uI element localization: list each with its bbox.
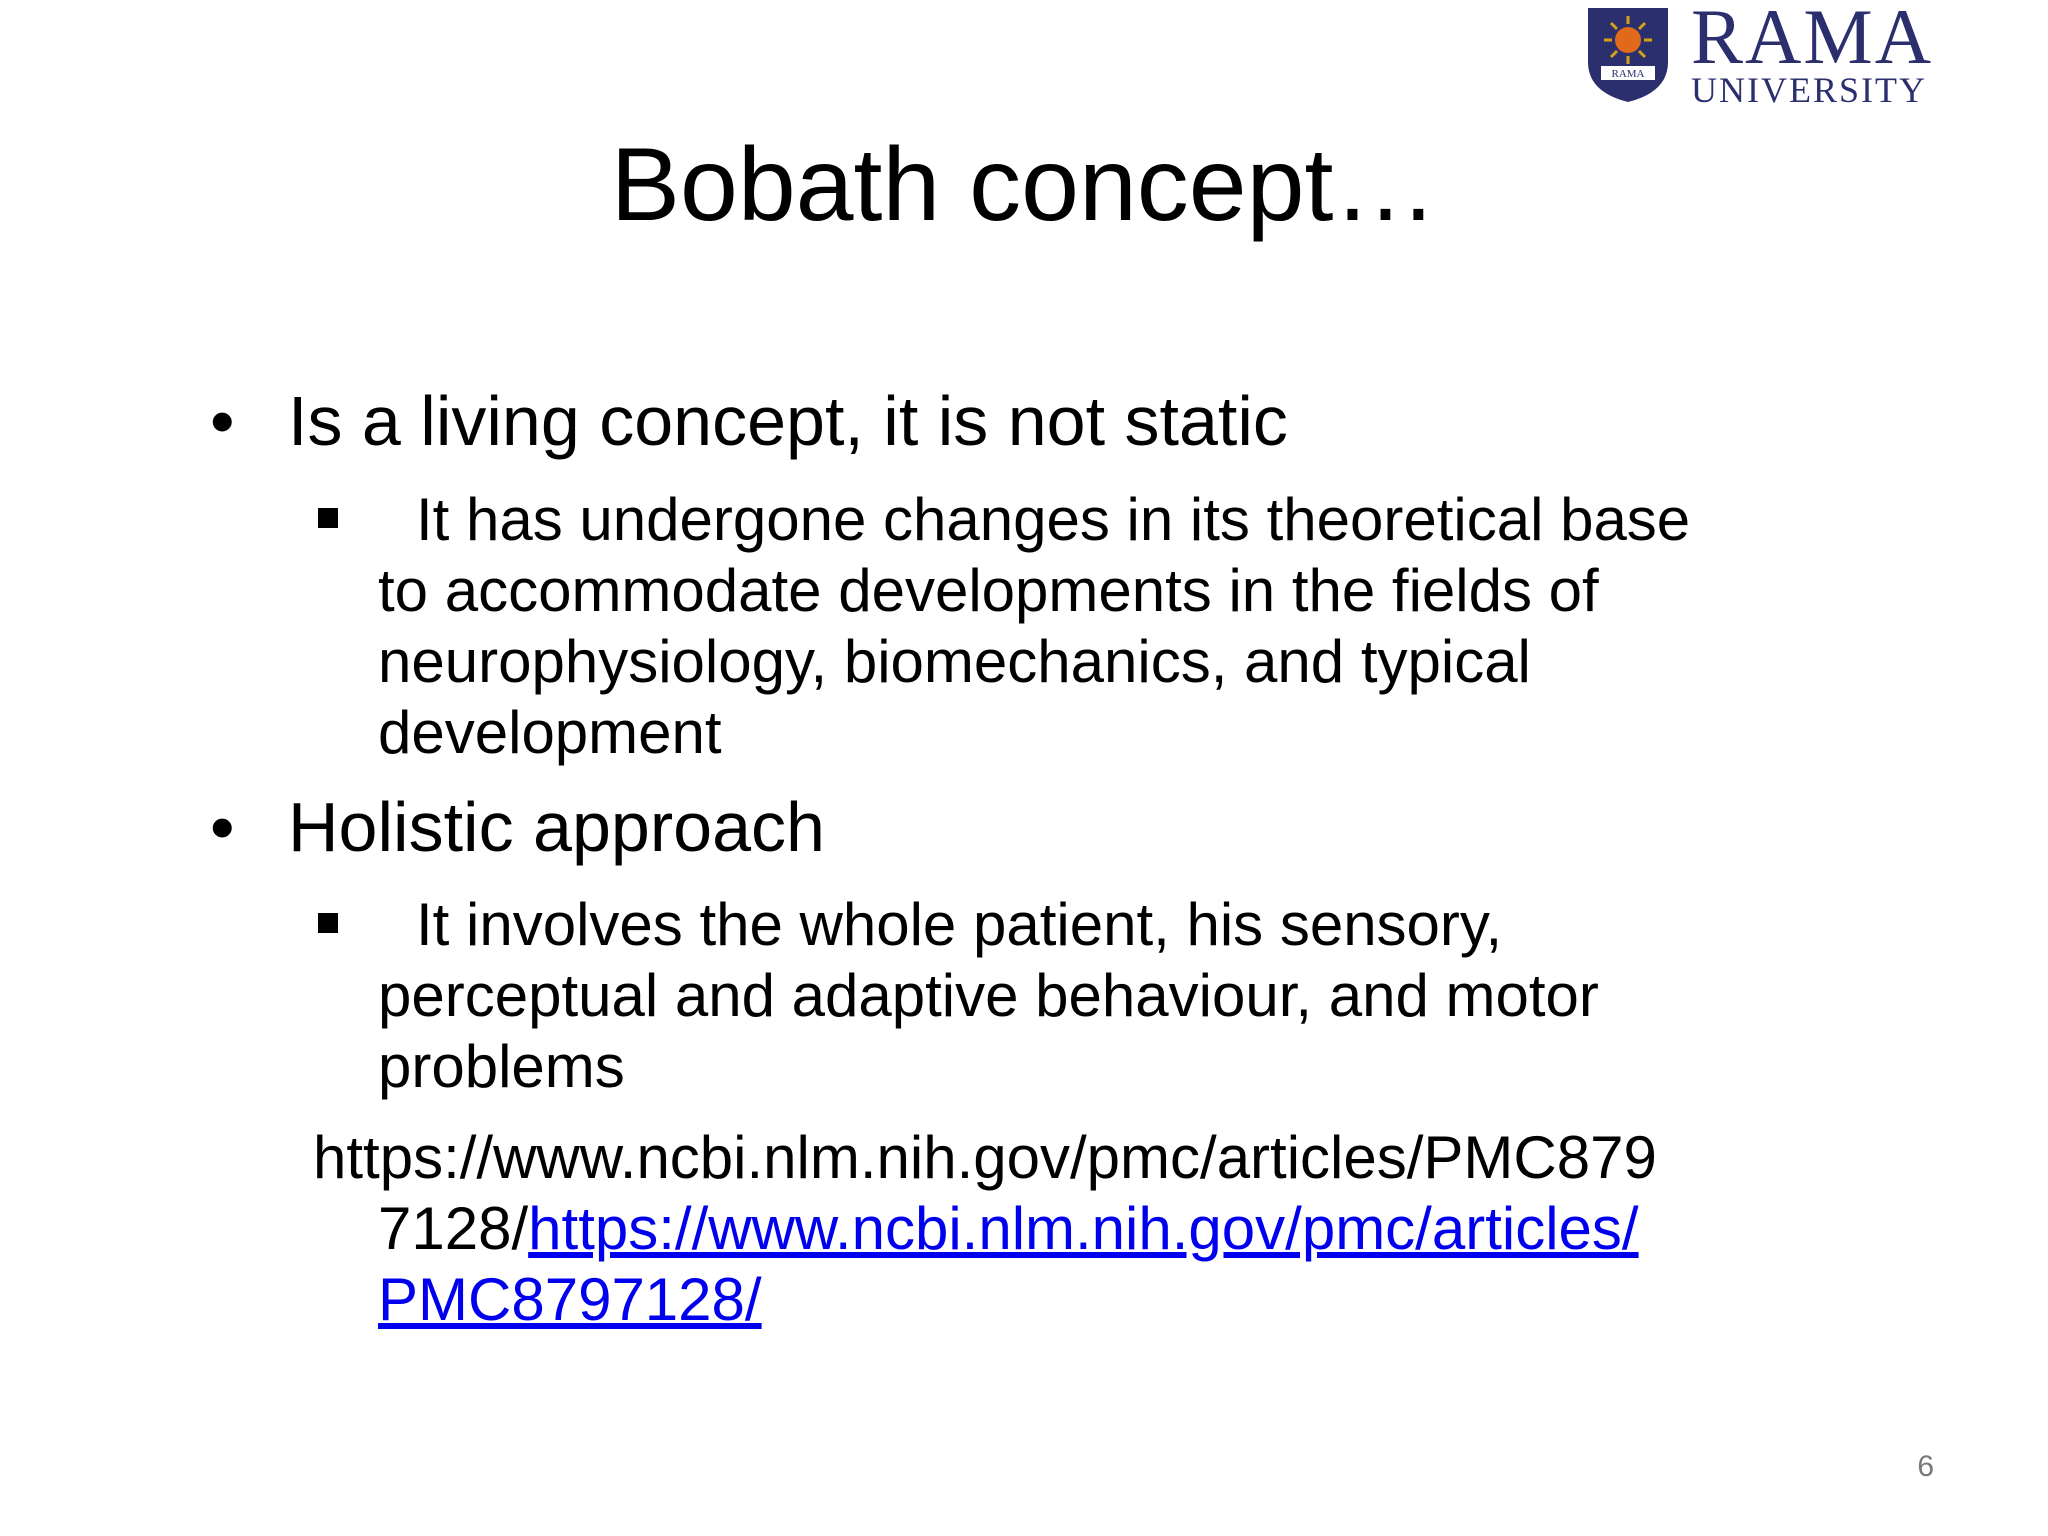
reference-link-continued[interactable]: PMC8797128/ xyxy=(378,1266,762,1333)
university-logo xyxy=(1583,0,2043,110)
reference-line xyxy=(313,1193,1973,1264)
wordmark-main: RAMA xyxy=(1691,0,1934,80)
sub-bullet-marker xyxy=(318,913,338,933)
sub-bullet-marker xyxy=(318,508,338,528)
sub-bullet-line: It has undergone changes in its theoretical base xyxy=(416,486,1691,553)
page-number: 6 xyxy=(1917,1450,1934,1483)
sub-bullet-line: neurophysiology, biomechanics, and typical xyxy=(378,628,1531,695)
sub-bullet-line: to accommodate developments in the fields of xyxy=(378,557,1599,624)
slide-title: Bobath concept… xyxy=(610,127,1438,243)
sub-bullet-line: It involves the whole patient, his sensory, xyxy=(416,891,1503,958)
university-wordmark xyxy=(1691,0,2043,110)
seal-text: RAMA xyxy=(1611,68,1645,80)
reference-text xyxy=(313,1122,1973,1335)
reference-link[interactable]: https://www.ncbi.nlm.nih.gov/pmc/articles/ xyxy=(528,1195,1639,1262)
university-seal-icon xyxy=(1583,4,1673,104)
reference-line xyxy=(313,1264,1973,1335)
reference-line: https://www.ncbi.nlm.nih.gov/pmc/articles/PMC879 xyxy=(313,1124,1657,1191)
bullet-marker: • xyxy=(210,382,235,460)
bullet-text: Holistic approach xyxy=(288,788,825,866)
reference-plain-part: 7128/ xyxy=(378,1195,529,1262)
sub-bullet-line: problems xyxy=(378,1033,625,1100)
bullet-text: Is a living concept, it is not static xyxy=(288,382,1288,460)
sub-bullet-line: development xyxy=(378,699,722,766)
sub-bullet-text-1 xyxy=(378,484,1918,768)
wordmark-sub: UNIVERSITY xyxy=(1691,70,1927,110)
sub-bullet-text-2 xyxy=(378,889,1918,1102)
sub-bullet-line: perceptual and adaptive behaviour, and motor xyxy=(378,962,1599,1029)
bullet-marker: • xyxy=(210,788,235,866)
